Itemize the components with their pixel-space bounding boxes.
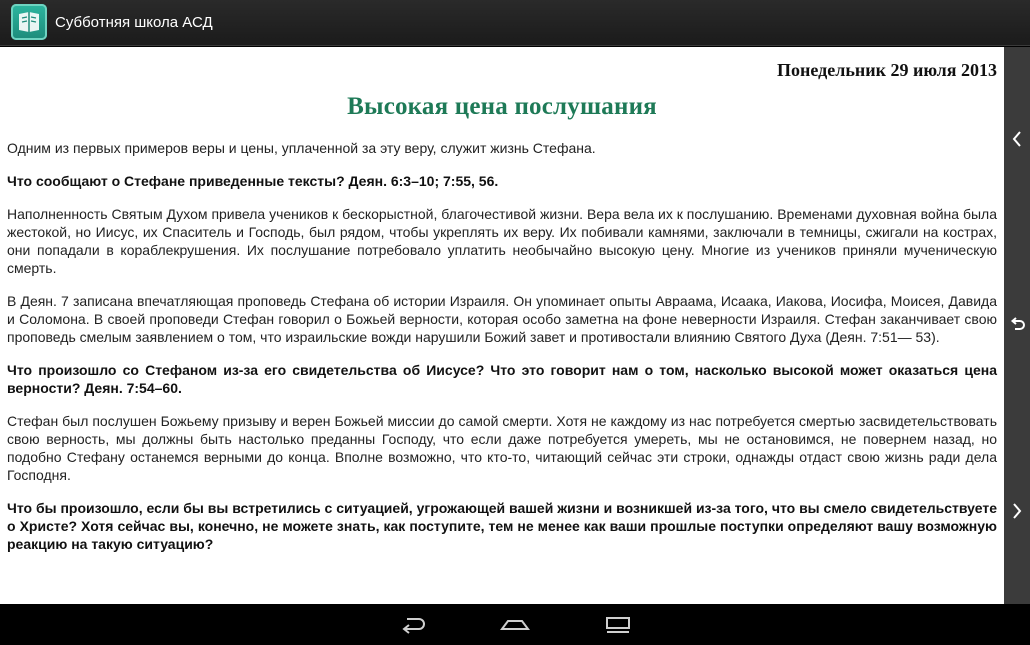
lesson-title: Высокая цена послушания (347, 93, 657, 120)
paragraph: В Деян. 7 записана впечатляющая проповедь Стефана об истории Израиля. Он упоминает опыты Авраама, Исаака, Иакова, Иосифа, Моисея, Давида и Соломона. В своей проповеди Стефан говорил о Божьей верности, которая особо заметна на фоне неверности Израиля. Стефан заканчивает свою проповедь смелым заявлением о том, что израильские вожди нарушили Божий завет и противостали влиянию Святого Духа (Деян. 7:51— 53). (7, 293, 997, 345)
question-paragraph: Что бы произошло, если бы вы встретились с ситуацией, угрожающей вашей жизни и возникшей из-за того, что вы смело свидетельствуете о Христе? Хотя сейчас вы, конечно, не можете знать, как поступите, тем не менее как ваши прошлые поступки определяют вашу возможную реакцию на такую ситуацию? (7, 500, 997, 552)
lesson-date: Понедельник 29 июля 2013 (777, 60, 997, 80)
home-icon (499, 615, 531, 635)
previous-day-button[interactable] (1004, 119, 1030, 159)
recent-apps-icon (602, 615, 634, 635)
app-logo-icon[interactable] (11, 4, 47, 40)
paragraph: Наполненность Святым Духом привела учеников к бескорыстной, благочестивой жизни. Вера вела их к послушанию. Временами духовная война была жестокой, но Иисус, их Спаситель и Господь, был рядом, чтобы укреплять их веру. Их побивали камнями, заключали в темницы, сжигали на кострах, они попадали в кораблекрушения. Их послушание потребовало уплатить необычайно высокую цену. Многие из учеников приняли мученическую смерть. (7, 206, 997, 276)
app-title: Субботняя школа АСД (55, 14, 213, 31)
question-paragraph: Что произошло со Стефаном из-за его свидетельства об Иисусе? Что это говорит нам о том, насколько высокой может оказаться цена верности? Деян. 7:54–60. (7, 362, 997, 396)
paragraph: Стефан был послушен Божьему призыву и верен Божьей миссии до самой смерти. Хотя не каждому из нас потребуется смертью засвидетельствовать свою верность, мы должны быть настолько преданны Господу, что если даже потребуется умереть, мы не остановимся, не повернем назад, но подобно Стефану останемся верными до конца. Вполне возможно, что кто-то, читающий сейчас эти строки, однажды отдаст свою жизнь ради дела Господня. (7, 413, 997, 483)
system-home-button[interactable] (495, 610, 535, 640)
paragraph: Одним из первых примеров веры и цены, уплаченной за эту веру, служит жизнь Стефана. (7, 140, 596, 156)
back-icon (397, 615, 429, 635)
system-recents-button[interactable] (598, 610, 638, 640)
chevron-right-icon (1009, 501, 1025, 521)
lesson-content[interactable] (0, 47, 1004, 604)
system-nav-bar (0, 604, 1030, 645)
return-arrow-icon (1009, 315, 1027, 335)
lesson-text (7, 139, 997, 568)
action-bar (0, 0, 1030, 46)
system-back-button[interactable] (393, 610, 433, 640)
question-paragraph: Что сообщают о Стефане приведенные тексты? Деян. 6:3–10; 7:55, 56. (7, 173, 499, 189)
chevron-left-icon (1009, 129, 1025, 149)
return-button[interactable] (1004, 305, 1030, 345)
next-day-button[interactable] (1004, 491, 1030, 531)
side-nav-rail (1004, 47, 1030, 604)
